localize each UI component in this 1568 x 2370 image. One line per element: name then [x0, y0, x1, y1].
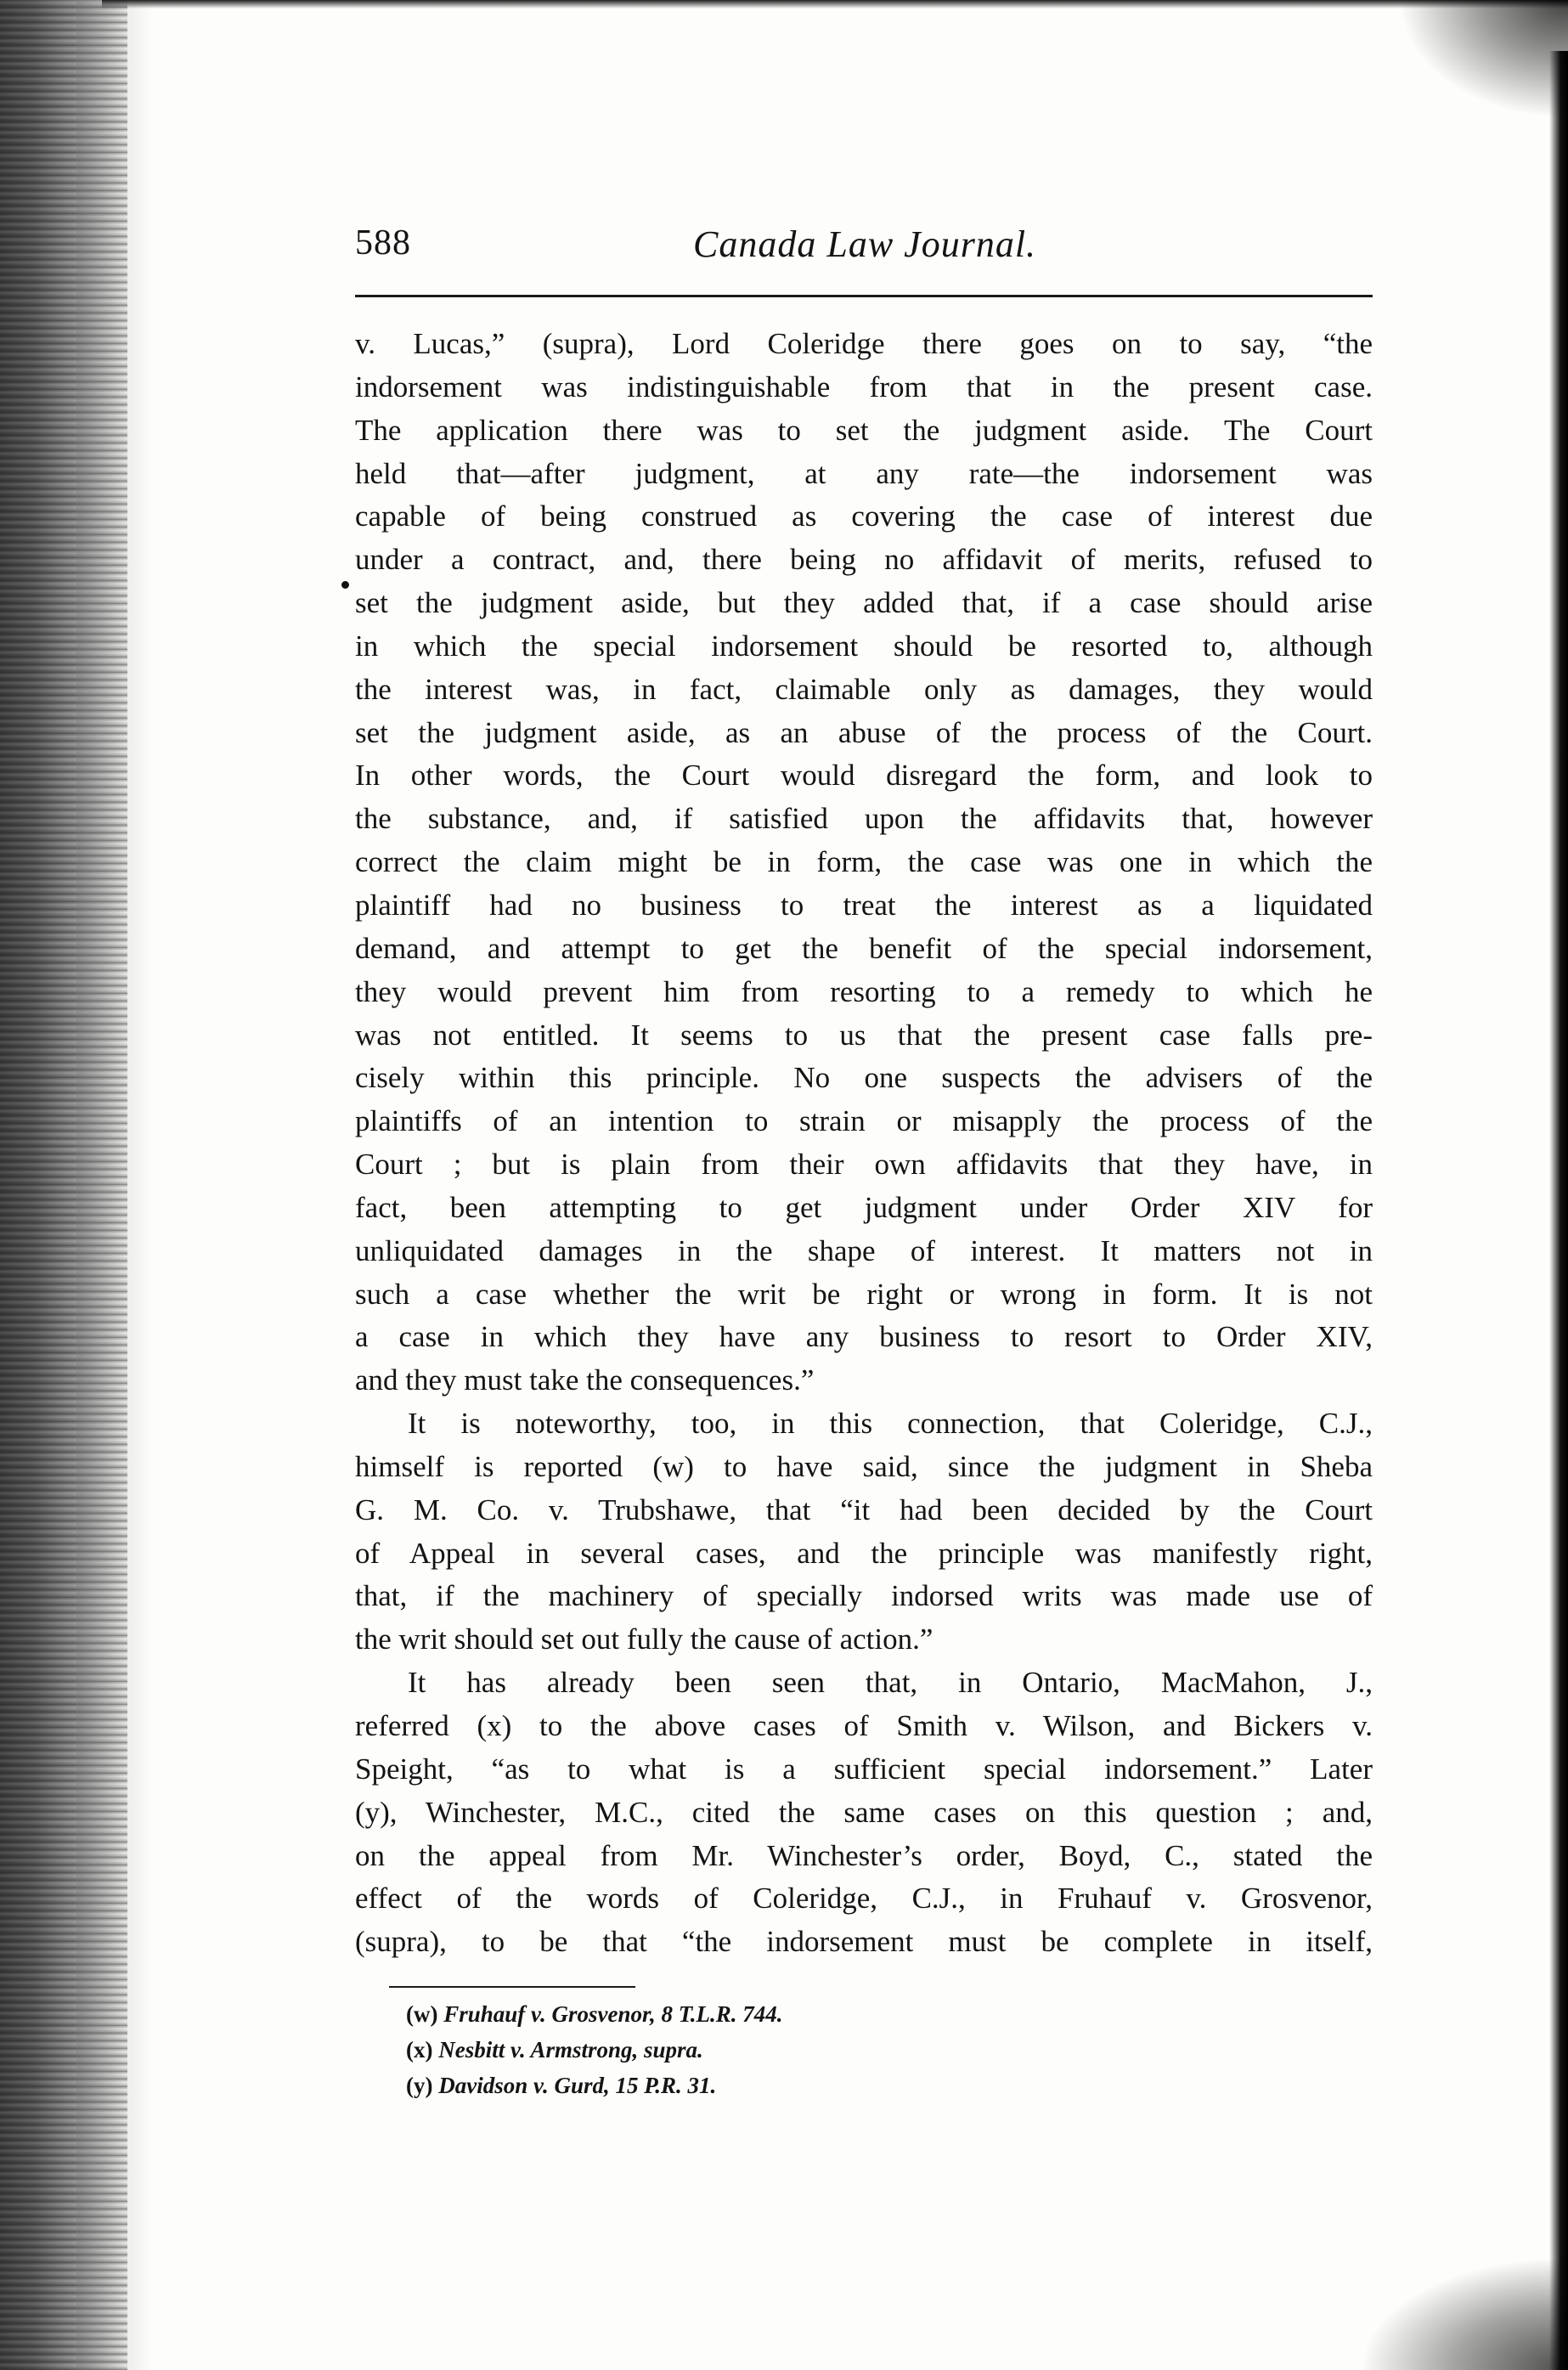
footnotes: [406, 1996, 1170, 2103]
footnote-w: [406, 1996, 1170, 2032]
footnote-marker: (x): [406, 2037, 433, 2062]
footnote-citation: Fruhauf v. Grosvenor, 8 T.L.R. 744.: [443, 2001, 783, 2027]
text-line: Speight, “as to what is a sufficient special indorsement.” Later: [355, 1752, 1373, 1786]
scan-edge-shadow: [76, 0, 153, 2370]
text-line: under a contract, and, there being no affidavit of merits, refused to: [355, 543, 1373, 577]
text-line: plaintiffs of an intention to strain or misapply the process of the: [355, 1104, 1373, 1138]
text-line: demand, and attempt to get the benefit of the special indorsement,: [355, 931, 1373, 965]
text-line: held that—after judgment, at any rate—the indorsement was: [355, 456, 1373, 490]
text-line: the interest was, in fact, claimable only as damages, they would: [355, 672, 1373, 706]
footnote-marker: (y): [406, 2073, 433, 2098]
text-line: correct the claim might be in form, the case was one in which the: [355, 845, 1373, 879]
body-text: [355, 323, 1373, 1964]
scan-corner-bottom-right: [1364, 2260, 1568, 2370]
text-line: (y), Winchester, M.C., cited the same cases on this question ; and,: [355, 1795, 1373, 1829]
text-line: v. Lucas,” (supra), Lord Coleridge there goes on to say, “the: [355, 327, 1373, 360]
text-line: effect of the words of Coleridge, C.J., in Fruhauf v. Grosvenor,: [355, 1882, 1373, 1916]
scan-edge-right: [1549, 51, 1568, 2370]
text-line: referred (x) to the above cases of Smith v. Wilson, and Bickers v.: [355, 1709, 1373, 1742]
text-line: unliquidated damages in the shape of interest. It matters not in: [355, 1233, 1373, 1267]
text-line: the substance, and, if satisfied upon the affidavits that, however: [355, 802, 1373, 836]
text-line: was not entitled. It seems to us that the present case falls pre-: [355, 1018, 1373, 1052]
text-line: a case in which they have any business to resort to Order XIV,: [355, 1320, 1373, 1354]
footnote-citation: Davidson v. Gurd, 15 P.R. 31.: [438, 2073, 717, 2098]
footnote-citation: Nesbitt v. Armstrong, supra.: [438, 2037, 703, 2062]
text-line: the writ should set out fully the cause of action.”: [355, 1622, 933, 1656]
text-line: It is noteworthy, too, in this connection, that Coleridge, C.J.,: [408, 1407, 1373, 1441]
header-rule: [355, 295, 1373, 297]
text-line: on the appeal from Mr. Winchester’s order, Boyd, C., stated the: [355, 1838, 1373, 1872]
scan-corner-top-right: [1398, 0, 1568, 119]
text-line: In other words, the Court would disregard the form, and look to: [355, 759, 1373, 793]
text-line: of Appeal in several cases, and the principle was manifestly right,: [355, 1536, 1373, 1570]
text-line: It has already been seen that, in Ontario, MacMahon, J.,: [408, 1666, 1373, 1700]
text-line: set the judgment aside, but they added that, if a case should arise: [355, 586, 1373, 620]
text-line: such a case whether the writ be right or wrong in form. It is not: [355, 1277, 1373, 1311]
text-line: (supra), to be that “the indorsement must be complete in itself,: [355, 1925, 1373, 1959]
text-line: set the judgment aside, as an abuse of the process of the Court.: [355, 715, 1373, 749]
text-line: fact, been attempting to get judgment under Order XIV for: [355, 1190, 1373, 1224]
text-line: and they must take the consequences.”: [355, 1363, 815, 1397]
text-line: capable of being construed as covering the case of interest due: [355, 499, 1373, 533]
page-number: 588: [355, 223, 411, 262]
footnote-y: [406, 2068, 1170, 2103]
text-line: G. M. Co. v. Trubshawe, that “it had been decided by the Court: [355, 1493, 1373, 1526]
text-line: indorsement was indistinguishable from that in the present case.: [355, 370, 1373, 403]
footnote-rule: [389, 1986, 635, 1988]
text-line: in which the special indorsement should be resorted to, although: [355, 629, 1373, 663]
text-line: cisely within this principle. No one suspects the advisers of the: [355, 1061, 1373, 1095]
page-header: [355, 223, 1373, 282]
footnote-marker: (w): [406, 2001, 438, 2027]
text-line: Court ; but is plain from their own affidavits that they have, in: [355, 1148, 1373, 1182]
running-title: Canada Law Journal.: [693, 223, 1037, 265]
text-line: plaintiff had no business to treat the interest as a liquidated: [355, 888, 1373, 922]
scan-edge-top: [102, 0, 1568, 8]
text-line: The application there was to set the judgment aside. The Court: [355, 413, 1373, 447]
ink-dot: [341, 581, 349, 589]
text-line: they would prevent him from resorting to a remedy to which he: [355, 974, 1373, 1008]
footnote-x: [406, 2032, 1170, 2068]
text-line: himself is reported (w) to have said, since the judgment in Sheba: [355, 1449, 1373, 1483]
text-line: that, if the machinery of specially indorsed writs was made use of: [355, 1579, 1373, 1613]
